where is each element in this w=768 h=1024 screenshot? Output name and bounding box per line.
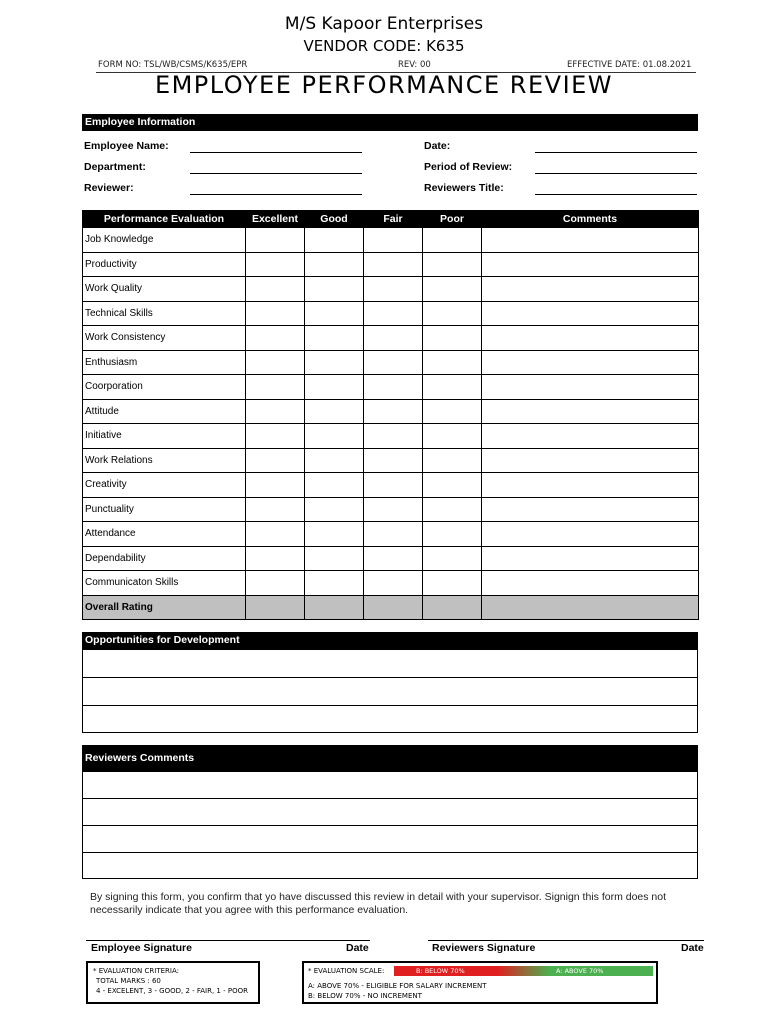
table-row [83,326,699,351]
reviewer-field[interactable] [190,193,362,195]
comments-cell[interactable] [482,252,699,277]
table-row [83,571,699,596]
poor-cell[interactable] [423,546,482,571]
header-fair: Fair [364,211,423,228]
criteria-label: Punctuality [83,497,246,522]
employee-name-field[interactable] [190,151,362,153]
fair-cell[interactable] [364,448,423,473]
good-cell[interactable] [305,252,364,277]
fair-cell[interactable] [364,473,423,498]
poor-cell[interactable] [423,301,482,326]
criteria-label: Dependability [83,546,246,571]
poor-cell[interactable] [423,595,482,620]
fair-cell[interactable] [364,595,423,620]
poor-cell[interactable] [423,350,482,375]
development-box[interactable] [82,649,698,733]
evaluation-scale-box [302,961,658,1004]
header-comments: Comments [482,211,699,228]
table-row [83,350,699,375]
poor-cell[interactable] [423,375,482,400]
comments-cell[interactable] [482,571,699,596]
comments-cell[interactable] [482,497,699,522]
fair-cell[interactable] [364,497,423,522]
table-row [83,473,699,498]
excellent-cell[interactable] [246,350,305,375]
criteria-label: Coorporation [83,375,246,400]
development-header: Opportunities for Development [82,632,698,649]
fair-cell[interactable] [364,326,423,351]
excellent-cell[interactable] [246,228,305,253]
fair-cell[interactable] [364,228,423,253]
poor-cell[interactable] [423,399,482,424]
excellent-cell[interactable] [246,301,305,326]
reviewer-signature-line[interactable] [428,940,704,941]
date-label: Date: [424,140,451,152]
poor-cell[interactable] [423,473,482,498]
criteria-title: * EVALUATION CRITERIA: [93,967,179,975]
scale-title: * EVALUATION SCALE: [308,967,385,975]
employee-signature-line[interactable] [86,940,370,941]
table-row [83,252,699,277]
date-field[interactable] [535,151,697,153]
comments-cell[interactable] [482,473,699,498]
fair-cell[interactable] [364,350,423,375]
page-title: EMPLOYEE PERFORMANCE REVIEW [154,71,614,99]
poor-cell[interactable] [423,252,482,277]
table-row [83,375,699,400]
scale-above-tag: A: ABOVE 70% [556,967,604,975]
poor-cell[interactable] [423,571,482,596]
excellent-cell[interactable] [246,375,305,400]
table-row [83,448,699,473]
table-row [83,277,699,302]
criteria-label: Attendance [83,522,246,547]
criteria-label: Communicaton Skills [83,571,246,596]
scale-line-b: B: BELOW 70% - NO INCREMENT [308,992,422,1000]
criteria-label: Enthusiasm [83,350,246,375]
header-criteria: Performance Evaluation [83,211,246,228]
table-row [83,301,699,326]
development-line [83,705,697,706]
excellent-cell[interactable] [246,522,305,547]
table-row [83,546,699,571]
company-name: M/S Kapoor Enterprises [284,14,484,34]
overall-rating-row [83,595,699,620]
development-line [83,677,697,678]
good-cell[interactable] [305,522,364,547]
period-field[interactable] [535,172,697,174]
poor-cell[interactable] [423,326,482,351]
good-cell[interactable] [305,595,364,620]
excellent-cell[interactable] [246,497,305,522]
department-label: Department: [84,161,146,173]
poor-cell[interactable] [423,277,482,302]
good-cell[interactable] [305,375,364,400]
reviewer-comments-header: Reviewers Comments [82,745,698,771]
comments-cell[interactable] [482,375,699,400]
criteria-label: Creativity [83,473,246,498]
comments-cell[interactable] [482,301,699,326]
fair-cell[interactable] [364,375,423,400]
excellent-cell[interactable] [246,326,305,351]
employee-signature-label: Employee Signature [91,942,192,954]
criteria-label: Technical Skills [83,301,246,326]
comments-cell[interactable] [482,522,699,547]
good-cell[interactable] [305,448,364,473]
comments-cell[interactable] [482,546,699,571]
excellent-cell[interactable] [246,473,305,498]
revision: REV: 00 [398,60,431,70]
criteria-label: Overall Rating [83,595,246,620]
poor-cell[interactable] [423,522,482,547]
comments-cell[interactable] [482,448,699,473]
good-cell[interactable] [305,424,364,449]
table-row [83,497,699,522]
criteria-label: Initiative [83,424,246,449]
fair-cell[interactable] [364,399,423,424]
excellent-cell[interactable] [246,546,305,571]
excellent-cell[interactable] [246,448,305,473]
criteria-total-marks: TOTAL MARKS : 60 [96,977,161,985]
comments-cell[interactable] [482,326,699,351]
scale-color-bar [394,966,653,976]
criteria-label: Attitude [83,399,246,424]
excellent-cell[interactable] [246,424,305,449]
poor-cell[interactable] [423,497,482,522]
table-row [83,424,699,449]
employee-name-label: Employee Name: [84,140,169,152]
excellent-cell[interactable] [246,252,305,277]
comments-cell[interactable] [482,424,699,449]
scale-line-a: A: ABOVE 70% - ELIGIBLE FOR SALARY INCREMENT [308,982,487,990]
fair-cell[interactable] [364,252,423,277]
comments-line [83,825,697,826]
good-cell[interactable] [305,473,364,498]
reviewer-title-label: Reviewers Title: [424,182,504,194]
form-number: FORM NO: TSL/WB/CSMS/K635/EPR [98,60,248,70]
comments-cell[interactable] [482,277,699,302]
good-cell[interactable] [305,301,364,326]
table-row [83,399,699,424]
comments-cell[interactable] [482,595,699,620]
fair-cell[interactable] [364,301,423,326]
excellent-cell[interactable] [246,595,305,620]
criteria-label: Work Quality [83,277,246,302]
header-poor: Poor [423,211,482,228]
poor-cell[interactable] [423,228,482,253]
vendor-code: VENDOR CODE: K635 [303,37,465,55]
good-cell[interactable] [305,497,364,522]
performance-evaluation-table [82,210,699,620]
comments-cell[interactable] [482,350,699,375]
reviewer-signature-label: Reviewers Signature [432,942,536,954]
excellent-cell[interactable] [246,277,305,302]
signing-disclaimer: By signing this form, you confirm that yo have discussed this review in detail with your supervisor. Signign this form does not necessarily indicate that you agree with this performance evaluation. [90,891,667,916]
header-excellent: Excellent [246,211,305,228]
excellent-cell[interactable] [246,571,305,596]
comments-line [83,852,697,853]
criteria-scale: 4 - EXCELENT, 3 - GOOD, 2 - FAIR, 1 - POOR [96,987,248,995]
good-cell[interactable] [305,228,364,253]
criteria-label: Job Knowledge [83,228,246,253]
criteria-label: Work Relations [83,448,246,473]
poor-cell[interactable] [423,448,482,473]
department-field[interactable] [190,172,362,174]
poor-cell[interactable] [423,424,482,449]
good-cell[interactable] [305,571,364,596]
period-label: Period of Review: [424,161,513,173]
employee-info-header: Employee Information [82,114,698,131]
fair-cell[interactable] [364,277,423,302]
table-row [83,228,699,253]
excellent-cell[interactable] [246,399,305,424]
reviewer-title-field[interactable] [535,193,697,195]
fair-cell[interactable] [364,571,423,596]
comments-line [83,798,697,799]
good-cell[interactable] [305,326,364,351]
reviewer-date-label: Date [681,942,704,954]
fair-cell[interactable] [364,424,423,449]
good-cell[interactable] [305,546,364,571]
table-row [83,522,699,547]
reviewer-label: Reviewer: [84,182,134,194]
employee-date-label: Date [346,942,369,954]
good-cell[interactable] [305,399,364,424]
good-cell[interactable] [305,350,364,375]
good-cell[interactable] [305,277,364,302]
criteria-label: Productivity [83,252,246,277]
evaluation-criteria-box [86,961,260,1004]
fair-cell[interactable] [364,522,423,547]
effective-date: EFFECTIVE DATE: 01.08.2021 [567,60,692,70]
scale-below-tag: B: BELOW 70% [416,967,465,975]
fair-cell[interactable] [364,546,423,571]
comments-cell[interactable] [482,399,699,424]
criteria-label: Work Consistency [83,326,246,351]
header-good: Good [305,211,364,228]
reviewer-comments-box[interactable] [82,771,698,879]
comments-cell[interactable] [482,228,699,253]
